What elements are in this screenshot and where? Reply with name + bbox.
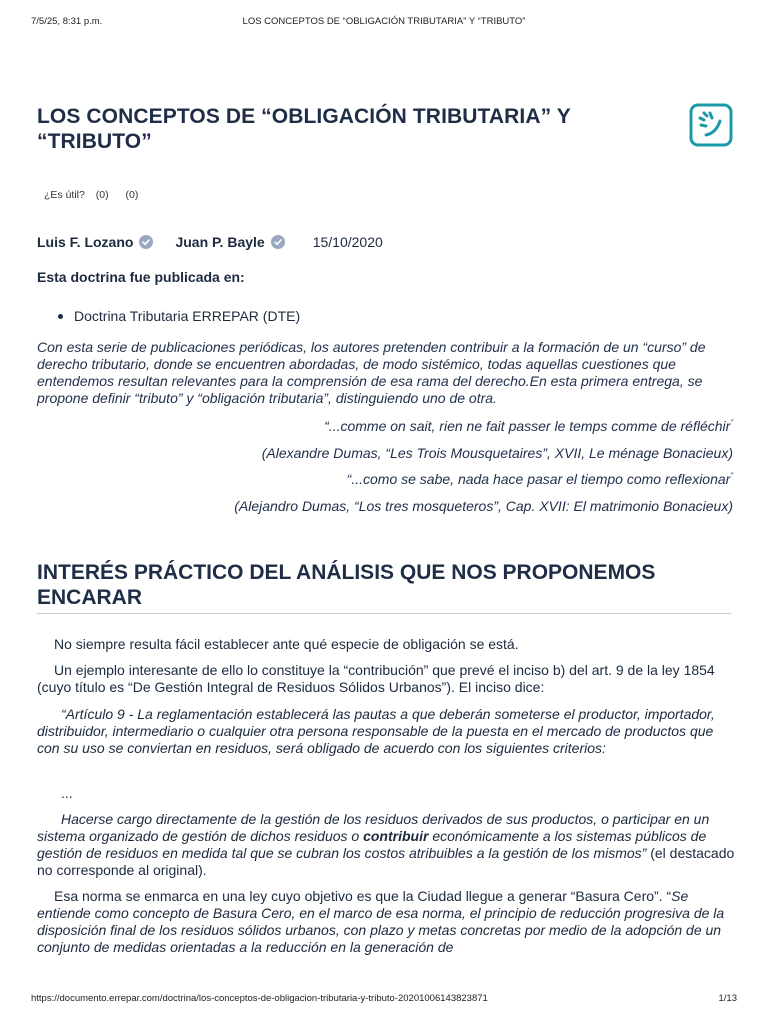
print-document-title: LOS CONCEPTOS DE “OBLIGACIÓN TRIBUTARIA” Y “TRIBUTO” xyxy=(242,16,526,27)
ellipsis-paragraph: ... xyxy=(61,785,73,801)
section-title: INTERÉS PRÁCTICO DEL ANÁLISIS QUE NOS PROPONEMOS ENCARAR xyxy=(37,561,656,609)
useful-question: ¿Es útil? xyxy=(44,189,85,201)
law-quote-paragraph: “Artículo 9 - La reglamentación establecerá las pautas a que deberán someterse el productor, importador, distribuidor, intermediario o cualquier otra persona responsable de la puesta en el mercado de productos que con su uso se conviertan en residuos, será obligado de acuerdo con los siguientes criterios: xyxy=(37,706,715,756)
intro-paragraph: Con esta serie de publicaciones periódicas, los autores pretenden contribuir a la formación de un “curso” de derecho tributario, donde se encuentren abordadas, de modo sistémico, todas aquellas cuestiones que entendemos resultan relevantes para la comprensión de esa rama del derecho.En esta primera entrega, se propone definir “tributo” y “obligación tributaria”, distinguiendo uno de otra. xyxy=(37,339,706,406)
epigraph-source-spanish xyxy=(234,498,733,514)
body-paragraph-1: No siempre resulta fácil establecer ante qué especie de obligación se está. xyxy=(54,636,519,652)
verified-check-icon xyxy=(139,235,153,249)
quote-text: (Alejandro Dumas, “Los tres mosqueteros”, Cap. XVII: El matrimonio Bonacieux) xyxy=(234,498,733,514)
author-name: Juan P. Bayle xyxy=(175,234,265,250)
print-footer xyxy=(31,993,737,1007)
published-in-label: Esta doctrina fue publicada en: xyxy=(37,269,245,285)
clause-note: (el destacado no corresponde al original). xyxy=(37,845,735,878)
paragraph-text: Esa norma se enmarca en una ley cuyo objetivo es que la Ciudad llegue a generar “Basura Cero”. “ xyxy=(54,888,672,904)
verified-check-icon xyxy=(271,235,285,249)
quote-mark: ” xyxy=(730,418,733,428)
useful-no-count[interactable]: (0) xyxy=(125,189,139,201)
author-2[interactable] xyxy=(175,234,284,250)
published-in-list xyxy=(58,308,300,324)
quote-text: “...comme on sait, rien ne fait passer le temps comme de réfléchir xyxy=(324,418,731,434)
definition-text: Se entiende como concepto de Basura Cero, en el marco de esa norma, el principio de reducción progresiva de la disposición final de los residuos sólidos urbanos, con plazo y metas concretas por medio de la adopción de un conjunto de medidas orientadas a la reducción en la generación de xyxy=(37,888,725,955)
clause-text-before: Hacerse cargo directamente de la gestión de los residuos derivados de sus productos, o participar en un sistema organizado de gestión de dichos residuos o xyxy=(37,811,710,844)
clause-text-after: económicamente a los sistemas públicos de gestión de residuos en medida tal que se cubran los costos atribuibles a la gestión de los mismos” xyxy=(37,828,707,861)
print-header xyxy=(31,16,737,30)
body-paragraph-2: Un ejemplo interesante de ello lo constituye la “contribución” que prevé el inciso b) del art. 9 de la ley 1854 (cuyo título es “De Gestión Integral de Residuos Sólidos Urbanos”). El inciso dice: xyxy=(37,662,715,695)
clause-emphasis: contribuir xyxy=(363,828,429,844)
page-number: 1/13 xyxy=(718,993,737,1004)
epigraph-quote-french xyxy=(324,418,733,434)
usefulness-rating xyxy=(44,189,146,201)
epigraph-quote-spanish xyxy=(347,471,733,487)
body-paragraph-basura-cero xyxy=(37,888,737,956)
useful-yes-count[interactable]: (0) xyxy=(95,189,109,201)
author-line xyxy=(37,234,383,250)
section-divider xyxy=(37,613,731,614)
quote-text: “...como se sabe, nada hace pasar el tiempo como reflexionar xyxy=(346,471,731,487)
print-date: 7/5/25, 8:31 p.m. xyxy=(31,16,103,27)
errepar-logo-icon[interactable] xyxy=(689,103,733,147)
article-title: LOS CONCEPTOS DE “OBLIGACIÓN TRIBUTARIA” Y “TRIBUTO” xyxy=(37,105,571,153)
bullet-icon xyxy=(58,314,63,319)
law-clause-paragraph xyxy=(37,811,737,879)
author-name: Luis F. Lozano xyxy=(37,234,134,250)
published-in-item[interactable]: Doctrina Tributaria ERREPAR (DTE) xyxy=(74,308,301,324)
print-url: https://documento.errepar.com/doctrina/los-conceptos-de-obligacion-tributaria-y-tributo-20201006143823871 xyxy=(31,993,488,1004)
author-1[interactable] xyxy=(37,234,153,250)
quote-mark: ” xyxy=(730,471,733,481)
epigraph-source-french xyxy=(262,445,733,461)
quote-text: (Alexandre Dumas, “Les Trois Mousquetaires”, XVII, Le ménage Bonacieux) xyxy=(261,445,733,461)
publication-date: 15/10/2020 xyxy=(312,234,383,250)
